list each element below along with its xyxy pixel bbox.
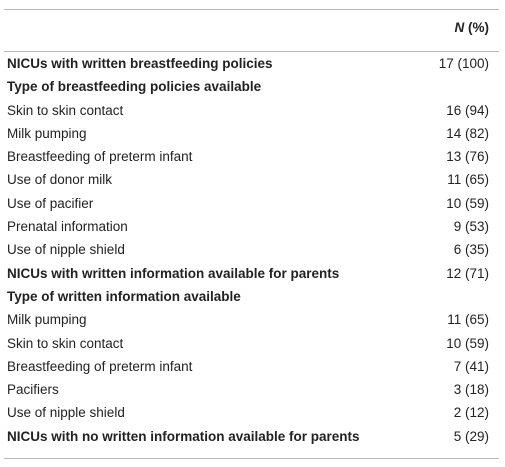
table-section-row bbox=[4, 52, 499, 75]
table-section-row bbox=[4, 285, 499, 308]
row-label: Prenatal information bbox=[7, 219, 128, 235]
row-value: 12 (71) bbox=[446, 265, 489, 281]
table-body bbox=[4, 52, 499, 448]
table-row bbox=[4, 355, 499, 378]
row-value: 10 (59) bbox=[446, 335, 489, 351]
row-value: 5 (29) bbox=[453, 428, 489, 444]
table-row bbox=[4, 332, 499, 355]
row-label: Type of written information available bbox=[7, 288, 241, 304]
row-label: Type of breastfeeding policies available bbox=[7, 79, 262, 95]
row-value: 13 (76) bbox=[446, 149, 489, 165]
row-label: Use of pacifier bbox=[7, 195, 94, 211]
row-value: 11 (65) bbox=[447, 312, 489, 328]
row-value: 9 (53) bbox=[453, 219, 489, 235]
row-label: NICUs with no written information available for parents bbox=[7, 428, 360, 444]
table-section-row bbox=[4, 262, 499, 285]
row-value: 10 (59) bbox=[446, 195, 489, 211]
table-row bbox=[4, 238, 499, 261]
table-header bbox=[4, 14, 499, 48]
row-value: 3 (18) bbox=[453, 382, 489, 398]
table-section-row bbox=[4, 425, 499, 448]
row-value: 2 (12) bbox=[453, 405, 489, 421]
row-label: Breastfeeding of preterm infant bbox=[7, 149, 193, 165]
row-value: 14 (82) bbox=[446, 125, 489, 141]
row-label: NICUs with written breastfeeding policies bbox=[7, 56, 273, 71]
row-label: Skin to skin contact bbox=[7, 102, 124, 118]
table-row bbox=[4, 308, 499, 331]
table-section-row bbox=[4, 75, 499, 98]
header-percent-label: (%) bbox=[464, 20, 489, 35]
column-header-n-percent bbox=[455, 20, 490, 35]
row-label: Pacifiers bbox=[7, 382, 59, 398]
table-row bbox=[4, 401, 499, 424]
row-value: 7 (41) bbox=[453, 358, 489, 374]
table-row bbox=[4, 192, 499, 215]
table-row bbox=[4, 378, 499, 401]
row-label: Use of nipple shield bbox=[7, 242, 125, 258]
table-bottom-rule bbox=[4, 458, 499, 459]
row-value: 17 (100) bbox=[438, 56, 489, 71]
row-label: Use of donor milk bbox=[7, 172, 113, 188]
row-label: Skin to skin contact bbox=[7, 335, 124, 351]
table-top-rule bbox=[4, 9, 499, 10]
row-label: NICUs with written information available for parents bbox=[7, 265, 340, 281]
table-row bbox=[4, 99, 499, 122]
row-label: Milk pumping bbox=[7, 125, 87, 141]
row-label: Breastfeeding of preterm infant bbox=[7, 358, 193, 374]
row-label: Milk pumping bbox=[7, 312, 87, 328]
header-n-label: N bbox=[454, 20, 465, 35]
table-row bbox=[4, 145, 499, 168]
table-row bbox=[4, 122, 499, 145]
row-label: Use of nipple shield bbox=[7, 405, 125, 421]
table-row bbox=[4, 215, 499, 238]
row-value: 6 (35) bbox=[453, 242, 489, 258]
table-row bbox=[4, 168, 499, 191]
row-value: 11 (65) bbox=[447, 172, 489, 188]
row-value: 16 (94) bbox=[446, 102, 489, 118]
